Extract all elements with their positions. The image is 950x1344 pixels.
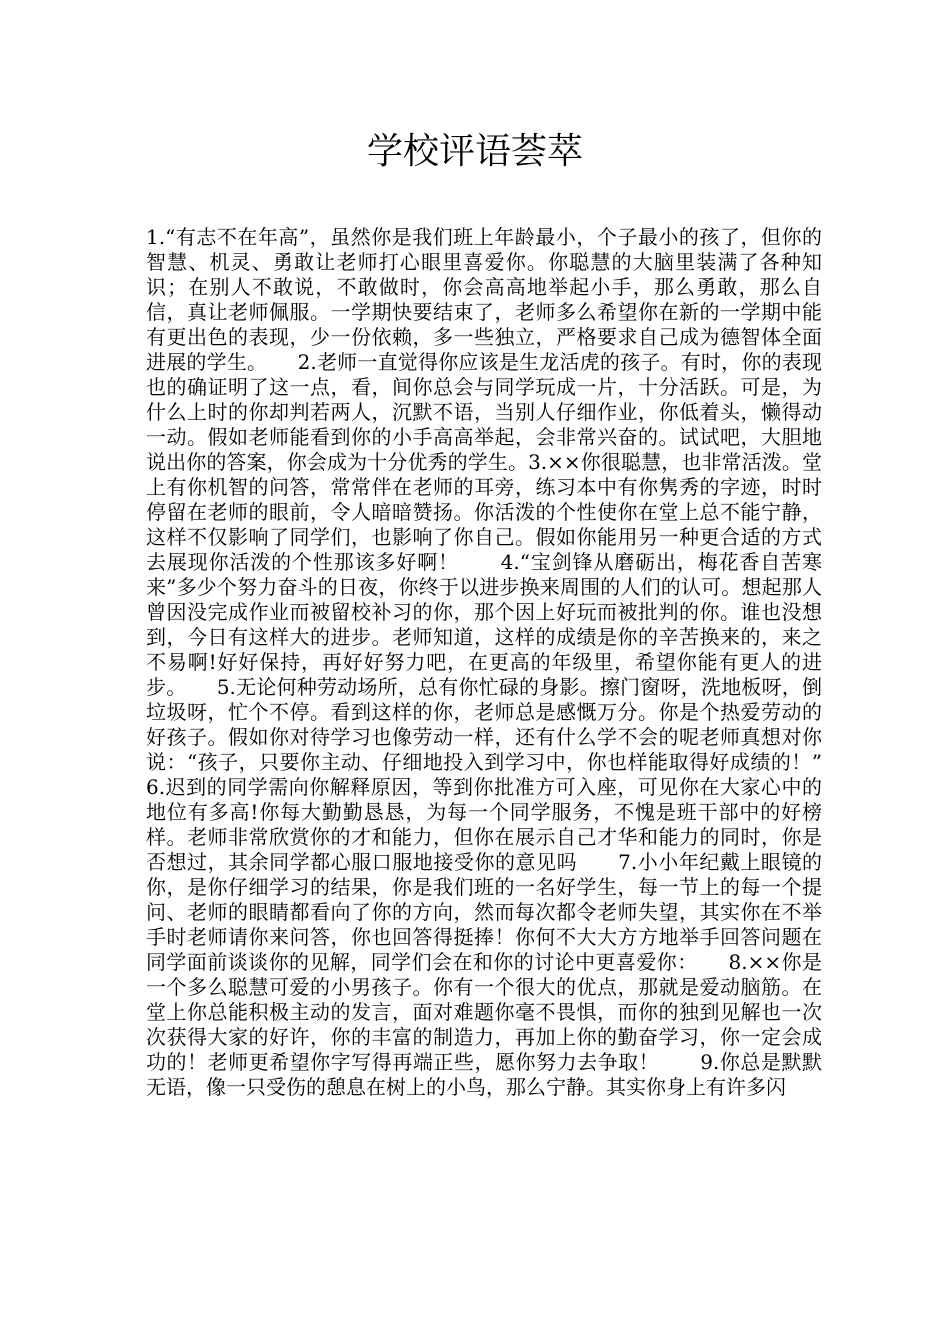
document-body: 1.“有志不在年高”，虽然你是我们班上年龄最小，个子最小的孩了，但你的智慧、机灵、勇敢让老师打心眼里喜爱你。你聪慧的大脑里装满了各种知识；在别人不敢说，不敢做时，你会高高地举起小手，那么勇敢，那么自信，真让老师佩服。一学期快要结束了，老师多么希望你在新的一学期中能有更出色的表现，少一份依赖，多一些独立，严格要求自己成为德智体全面进展的学生。 2.老师一直觉得你应该是生龙活虎的孩子。有时，你的表现也的确证明了这一点，看，间你总会与同学玩成一片，十分活跃。可是，为什么上时的你却判若两人，沉默不语，当别人仔细作业，你低着头，懒得动一动。假如老师能看到你的小手高高举起，会非常兴奋的。试试吧，大胆地说出你的答案，你会成为十分优秀的学生。3.××你很聪慧，也非常活泼。堂上有你机智的问答，常常伴在老师的耳旁，练习本中有你隽秀的字迹，时时停留在老师的眼前，令人暗暗赞扬。你活泼的个性使你在堂上总不能宁静，这样不仅影响了同学们，也影响了你自己。假如你能用另一种更合适的方式去展现你活泼的个性那该多好啊！ 4.“宝剑锋从磨砺出，梅花香自苦寒来”多少个努力奋斗的日夜，你终于以进步换来周围的人们的认可。想起那人曾因没完成作业而被留校补习的你，那个因上好玩而被批判的你。谁也没想到，今日有这样大的进步。老师知道，这样的成绩是你的辛苦换来的，来之不易啊!好好保持，再好好努力吧，在更高的年级里，希望你能有更人的进步。 5.无论何种劳动场所，总有你忙碌的身影。擦门窗呀，洗地板呀，倒垃圾呀，忙个不停。看到这样的你，老师总是感慨万分。你是个热爱劳动的好孩子。假如你对待学习也像劳动一样，还有什么学不会的呢老师真想对你说：“孩子，只要你主动、仔细地投入到学习中，你也样能取得好成绩的！” 6.迟到的同学需向你解释原因，等到你批准方可入座，可见你在大家心中的地位有多高!你每大勤勤恳恳，为每一个同学服务，不愧是班干部中的好榜样。老师非常欣赏你的才和能力，但你在展示自己才华和能力的同时，你是否想过，其余同学都心服口服地接受你的意见吗 7.小小年纪戴上眼镜的你，是你仔细学习的结果，你是我们班的一名好学生，每一节上的每一个提问、老师的眼睛都看向了你的方向，然而每次都令老师失望，其实你在不举手时老师请你来问答，你也回答得挺捧！你何不大大方方地举手回答问题在同学面前谈谈你的见解，同学们会在和你的讨论中更喜爱你： 8.××你是一个多么聪慧可爱的小男孩子。你有一个很大的优点，那就是爱动脑筋。在堂上你总能积极主动的发言，面对难题你毫不畏惧，而你的独到见解也一次次获得大家的好许，你的丰富的制造力，再加上你的勤奋学习，你一定会成功的！老师更希望你字写得再端正些，愿你努力去争取！ 9.你总是默默无语，像一只受伤的憩息在树上的小鸟，那么宁静。其实你身上有许多闪 [146, 225, 862, 1099]
document-title: 学校评语荟萃 [366, 131, 583, 172]
